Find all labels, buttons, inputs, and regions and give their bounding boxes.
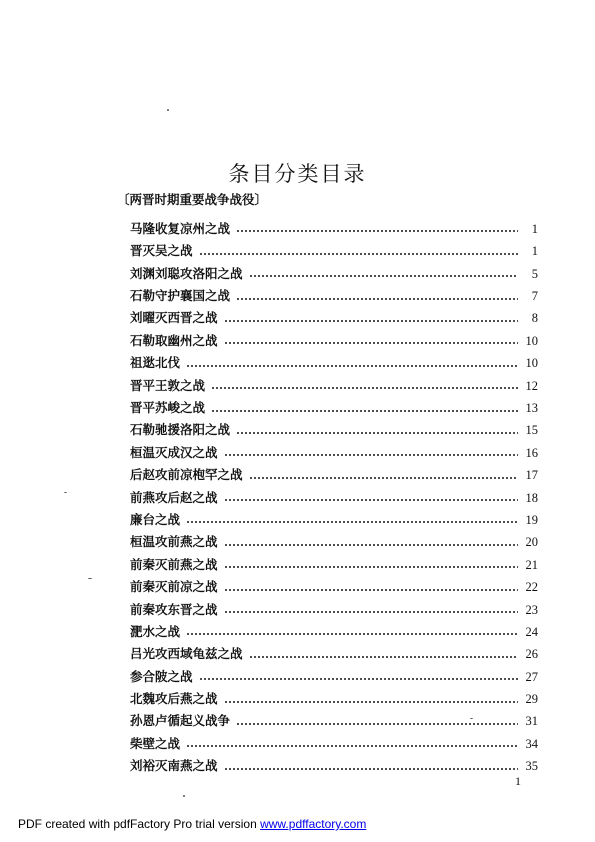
dot-leader — [211, 380, 518, 392]
toc-entry-page: 7 — [531, 289, 538, 304]
toc-entry-page: 31 — [525, 714, 538, 729]
toc-entry-title: 刘曜灭西晋之战 — [130, 310, 218, 326]
dot-leader — [199, 671, 518, 683]
toc-entry[interactable] — [130, 415, 538, 437]
toc-entry-page: 18 — [525, 490, 538, 505]
toc-entry[interactable] — [130, 213, 538, 235]
toc-entry-title: 淝水之战 — [130, 623, 181, 639]
toc-entry-title: 石勒守护襄国之战 — [130, 288, 231, 304]
toc-entry-title: 晋灭吴之战 — [130, 243, 193, 259]
toc-entry[interactable] — [130, 571, 538, 593]
toc-entry-title: 刘渊刘聪攻洛阳之战 — [130, 265, 243, 281]
toc-entry-title: 桓温攻前燕之战 — [130, 534, 218, 550]
toc-entry-title: 石勒驰援洛阳之战 — [130, 422, 231, 438]
toc-entry[interactable] — [130, 303, 538, 325]
toc-entry[interactable] — [130, 482, 538, 504]
toc-entry-page: 10 — [525, 356, 538, 371]
table-of-contents — [130, 213, 538, 773]
dot-leader — [224, 582, 518, 594]
toc-entry-title: 廉台之战 — [130, 511, 181, 527]
scan-speck — [167, 109, 169, 111]
toc-entry-title: 前秦灭前凉之战 — [130, 579, 218, 595]
toc-entry-title: 晋平苏峻之战 — [130, 400, 206, 416]
toc-entry[interactable] — [130, 638, 538, 660]
page-number: 1 — [515, 774, 521, 788]
dot-leader — [249, 268, 518, 280]
toc-entry-title: 前燕攻后赵之战 — [130, 489, 218, 505]
dot-leader — [224, 313, 518, 325]
dot-leader — [224, 335, 518, 347]
scan-speck — [88, 578, 92, 579]
toc-entry-title: 马隆收复凉州之战 — [130, 220, 231, 236]
toc-entry[interactable] — [130, 235, 538, 257]
toc-entry-title: 石勒取幽州之战 — [130, 332, 218, 348]
page-title: 条目分类目录 — [228, 162, 367, 187]
toc-entry-page: 35 — [525, 759, 538, 774]
toc-entry-page: 10 — [525, 333, 538, 348]
scan-speck — [183, 795, 185, 797]
toc-entry-title: 前秦灭前燕之战 — [130, 556, 218, 572]
dot-leader — [224, 604, 518, 616]
toc-entry[interactable] — [130, 258, 538, 280]
toc-entry[interactable] — [130, 370, 538, 392]
toc-entry[interactable] — [130, 347, 538, 369]
toc-entry[interactable] — [130, 437, 538, 459]
toc-entry-title: 刘裕灭南燕之战 — [130, 758, 218, 774]
dot-leader — [236, 425, 518, 437]
toc-entry-page: 1 — [531, 221, 538, 236]
toc-entry-page: 17 — [525, 468, 538, 483]
dot-leader — [236, 291, 518, 303]
toc-entry-page: 8 — [531, 311, 538, 326]
toc-entry-page: 34 — [525, 736, 538, 751]
dot-leader — [186, 738, 518, 750]
toc-entry-page: 12 — [525, 378, 538, 393]
toc-entry[interactable] — [130, 504, 538, 526]
toc-entry-title: 北魏攻后燕之战 — [130, 691, 218, 707]
toc-entry-page: 29 — [525, 692, 538, 707]
toc-entry-page: 24 — [525, 624, 538, 639]
toc-entry[interactable] — [130, 750, 538, 772]
dot-leader — [224, 761, 518, 773]
dot-leader — [224, 447, 518, 459]
dot-leader — [199, 246, 518, 258]
toc-entry-page: 22 — [525, 580, 538, 595]
toc-entry-page: 26 — [525, 647, 538, 662]
toc-entry-page: 21 — [525, 557, 538, 572]
toc-entry[interactable] — [130, 683, 538, 705]
toc-entry-page: 15 — [525, 423, 538, 438]
dot-leader — [186, 626, 518, 638]
toc-entry-title: 参合陂之战 — [130, 668, 193, 684]
footer-link[interactable]: www.pdffactory.com — [260, 817, 367, 831]
dot-leader — [186, 514, 518, 526]
dot-leader — [224, 537, 518, 549]
dot-leader — [224, 694, 518, 706]
toc-entry[interactable] — [130, 594, 538, 616]
scan-speck — [64, 492, 67, 493]
toc-entry-title: 柴壁之战 — [130, 735, 181, 751]
toc-entry[interactable] — [130, 459, 538, 481]
toc-entry[interactable] — [130, 526, 538, 548]
dot-leader — [236, 716, 518, 728]
toc-entry-title: 孙恩卢循起义战争 — [130, 713, 231, 729]
toc-entry-title: 桓温灭成汉之战 — [130, 444, 218, 460]
toc-entry-page: 20 — [525, 535, 538, 550]
dot-leader — [224, 559, 518, 571]
toc-entry-title: 吕光攻西域龟兹之战 — [130, 646, 243, 662]
pdf-footer — [18, 817, 366, 831]
toc-entry[interactable] — [130, 392, 538, 414]
dot-leader — [249, 470, 518, 482]
toc-entry-page: 23 — [525, 602, 538, 617]
dot-leader — [211, 403, 518, 415]
toc-entry-title: 前秦攻东晋之战 — [130, 601, 218, 617]
toc-entry[interactable] — [130, 280, 538, 302]
toc-entry-page: 1 — [531, 244, 538, 259]
toc-entry-title: 祖逖北伐 — [130, 355, 181, 371]
section-header: 〔两晋时期重要战争战役〕 — [117, 192, 268, 207]
toc-entry-page: 27 — [525, 669, 538, 684]
dot-leader — [224, 492, 518, 504]
toc-entry-title: 后赵攻前凉枹罕之战 — [130, 467, 243, 483]
toc-entry[interactable] — [130, 616, 538, 638]
toc-entry-page: 13 — [525, 401, 538, 416]
toc-entry-title: 晋平王敦之战 — [130, 377, 206, 393]
toc-entry-page: 16 — [525, 445, 538, 460]
footer-text: PDF created with pdfFactory Pro trial version — [18, 817, 261, 831]
dot-leader — [249, 649, 518, 661]
toc-entry[interactable] — [130, 325, 538, 347]
toc-entry-page: 19 — [525, 512, 538, 527]
dot-leader — [236, 223, 518, 235]
toc-entry[interactable] — [130, 706, 538, 728]
toc-entry[interactable] — [130, 661, 538, 683]
toc-entry[interactable] — [130, 549, 538, 571]
toc-entry-page: 5 — [531, 266, 538, 281]
toc-entry[interactable] — [130, 728, 538, 750]
dot-leader — [186, 358, 518, 370]
